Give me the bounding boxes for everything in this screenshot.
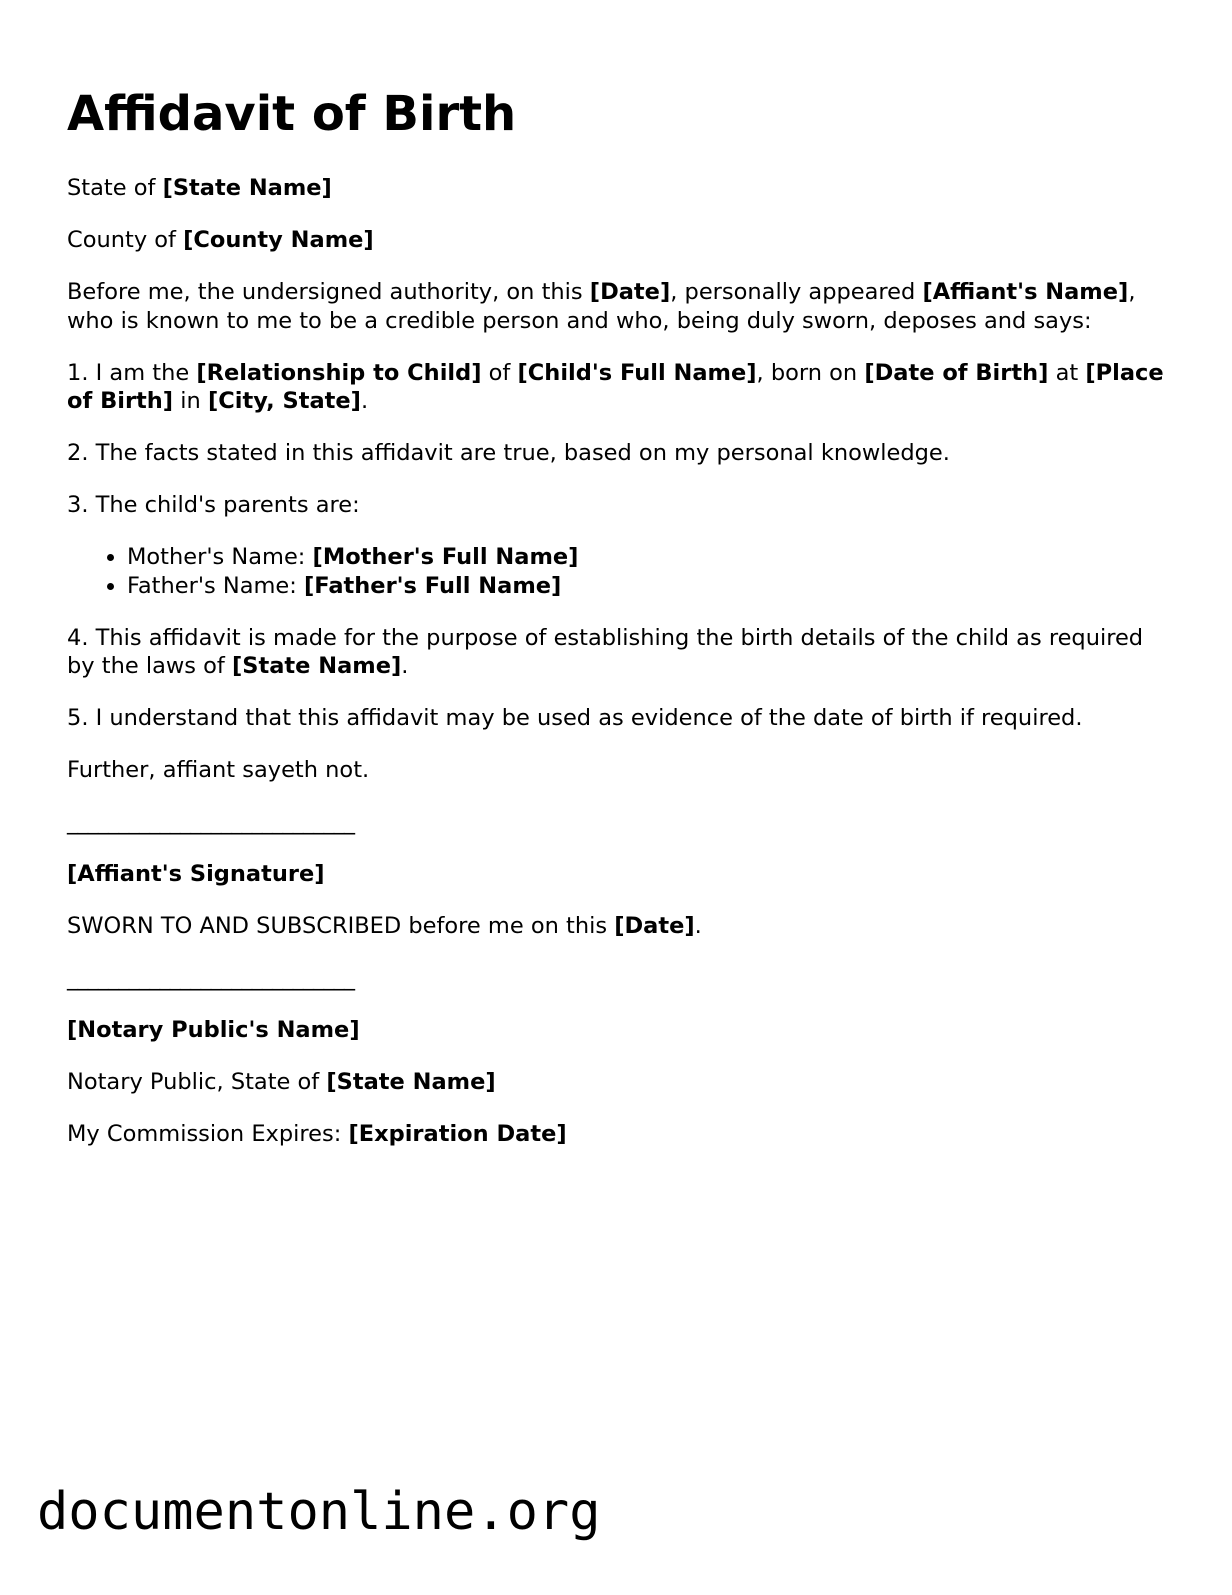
state-line (67, 174, 1167, 203)
intro-paragraph: Before me, the undersigned authority, on this [Date], personally appeared [Affiant's Name], who is known to me to be a credible person and who, being duly sworn, deposes and says: (67, 278, 1136, 334)
expiration-date-placeholder: [Expiration Date] (348, 1121, 567, 1148)
item-5: 5. I understand that this affidavit may be used as evidence of the date of birth if required. (67, 705, 1083, 732)
county-placeholder: [County Name] (183, 226, 374, 253)
dob-placeholder: [Date of Birth] (864, 359, 1049, 386)
item-3: 3. The child's parents are: (67, 492, 360, 519)
list-item: • Father's Name: [Father's Full Name] (127, 572, 1167, 601)
commission-line: My Commission Expires: [Expiration Date] (67, 1121, 567, 1148)
item-4: 4. This affidavit is made for the purpose of establishing the birth details of the child as required by the laws of [State Name]. (67, 624, 1144, 680)
state-placeholder: [State Name] (326, 1069, 496, 1096)
city-state-placeholder: [City, State] (207, 388, 361, 415)
document-body (67, 174, 1167, 1172)
affiant-signature-label: [Affiant's Signature] (67, 861, 325, 888)
father-name-placeholder: [Father's Full Name] (304, 572, 562, 599)
item-2: 2. The facts stated in this affidavit are true, based on my personal knowledge. (67, 440, 950, 467)
mother-name-placeholder: [Mother's Full Name] (312, 544, 579, 571)
state-label: State of (67, 175, 163, 201)
further-statement: Further, affiant sayeth not. (67, 757, 370, 784)
date-placeholder: [Date] (614, 913, 695, 940)
affiant-name-placeholder: [Affiant's Name] (922, 278, 1129, 305)
place-of-birth-placeholder: [Place of Birth] (67, 359, 1164, 415)
parents-list (67, 543, 1167, 600)
date-placeholder: [Date] (589, 278, 671, 305)
county-label: County of (67, 226, 184, 253)
notary-signature-line: ____________________________ (67, 965, 354, 992)
document-title: Affidavit of Birth (67, 86, 517, 142)
affiant-signature-line: ____________________________ (67, 809, 354, 836)
county-line (67, 226, 1167, 255)
state-placeholder: [State Name] (231, 653, 402, 680)
notary-state-line: Notary Public, State of [State Name] (67, 1069, 496, 1096)
sworn-statement: SWORN TO AND SUBSCRIBED before me on this [Date]. (67, 913, 702, 940)
child-name-placeholder: [Child's Full Name] (517, 359, 757, 386)
list-item: • Mother's Name: [Mother's Full Name] (127, 543, 1167, 572)
watermark-text: documentonline.org (37, 1482, 601, 1542)
state-placeholder: [State Name] (162, 175, 332, 201)
item-1: 1. I am the [Relationship to Child] of [Child's Full Name], born on [Date of Birth] at [Place of Birth] in [City, State]. (67, 359, 1164, 415)
relationship-placeholder: [Relationship to Child] (196, 359, 482, 386)
notary-name-label: [Notary Public's Name] (67, 1017, 360, 1044)
